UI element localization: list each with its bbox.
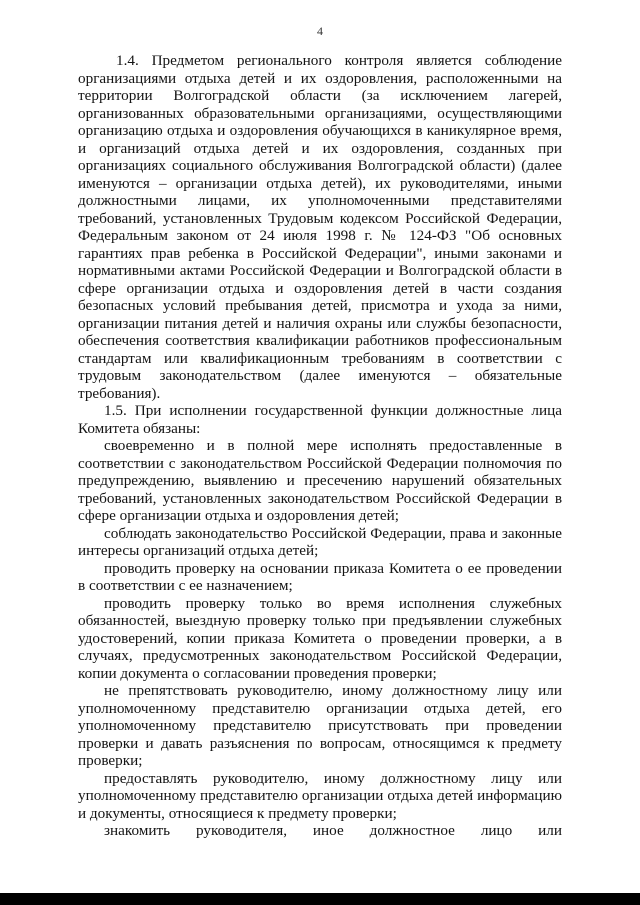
paragraph-duty-order-basis: проводить проверку на основании приказа Комитета о ее проведении в соответствии с ее назначением; [78, 559, 562, 594]
page-number: 4 [317, 24, 323, 38]
paragraph-duty-provide-info: предоставлять руководителю, иному должностному лицу или уполномоченному представителю организации отдыха детей информацию и документы, относящиеся к предмету проверки; [78, 769, 562, 822]
paragraph-duty-inspection-time: проводить проверку только во время исполнения служебных обязанностей, выездную проверку только при предъявлении служебных удостоверений, копии приказа Комитета о проведении проверки, а в случаях, предусмотренных законодательством Российской Федерации, копии документа о согласовании проведения проверки; [78, 594, 562, 682]
paragraph-duty-acquaint: знакомить руководителя, иное должностное лицо или [104, 822, 562, 839]
paragraph-duty-observe-law: соблюдать законодательство Российской Федерации, права и законные интересы организаций отдыха детей; [78, 524, 562, 559]
paragraph-1-4: 1.4. Предметом регионального контроля является соблюдение организациями отдыха детей и их оздоровления, расположенными на территории Волгоградской области (за исключением лагерей, организованных образовательными организациями, осуществляющими организацию отдыха и оздоровления обучающихся в каникулярное время, и организаций отдыха детей и их оздоровления, созданных при организациях социального обслуживания Волгоградской области) (далее именуются – организации отдыха детей), их руководителями, иными должностными лицами, их уполномоченными представителями требований, установленных Трудовым кодексом Российской Федерации, Федеральным законом от 24 июля 1998 г. № 124-ФЗ "Об основных гарантиях прав ребенка в Российской Федерации", иными законами и нормативными актами Российской Федерации и Волгоградской области в сфере организации отдыха и оздоровления детей в части создания безопасных условий пребывания детей, присмотра и ухода за ними, организации питания детей и наличия охраны или службы безопасности, обеспечения соответствия квалификации работников профессиональным стандартам или квалификационным требованиям в соответствии с трудовым законодательством (далее именуются – обязательные требования). [78, 52, 562, 402]
paragraph-duty-not-obstruct: не препятствовать руководителю, иному должностному лицу или уполномоченному представителю организации отдыха детей, его уполномоченному представителю присутствовать при проведении проверки и давать разъяснения по вопросам, относящимся к предмету проверки; [78, 682, 562, 769]
scan-edge-bar [0, 893, 640, 905]
paragraph-1-5: 1.5. При исполнении государственной функции должностные лица Комитета обязаны: [78, 402, 562, 437]
document-body [78, 52, 562, 840]
paragraph-duty-fulfil-powers: своевременно и в полной мере исполнять предоставленные в соответствии с законодательством Российской Федерации полномочия по предупреждению, выявлению и пресечению нарушений обязательных требований, установленных законодательством Российской Федерации в сфере организации отдыха и оздоровления детей; [78, 437, 562, 524]
